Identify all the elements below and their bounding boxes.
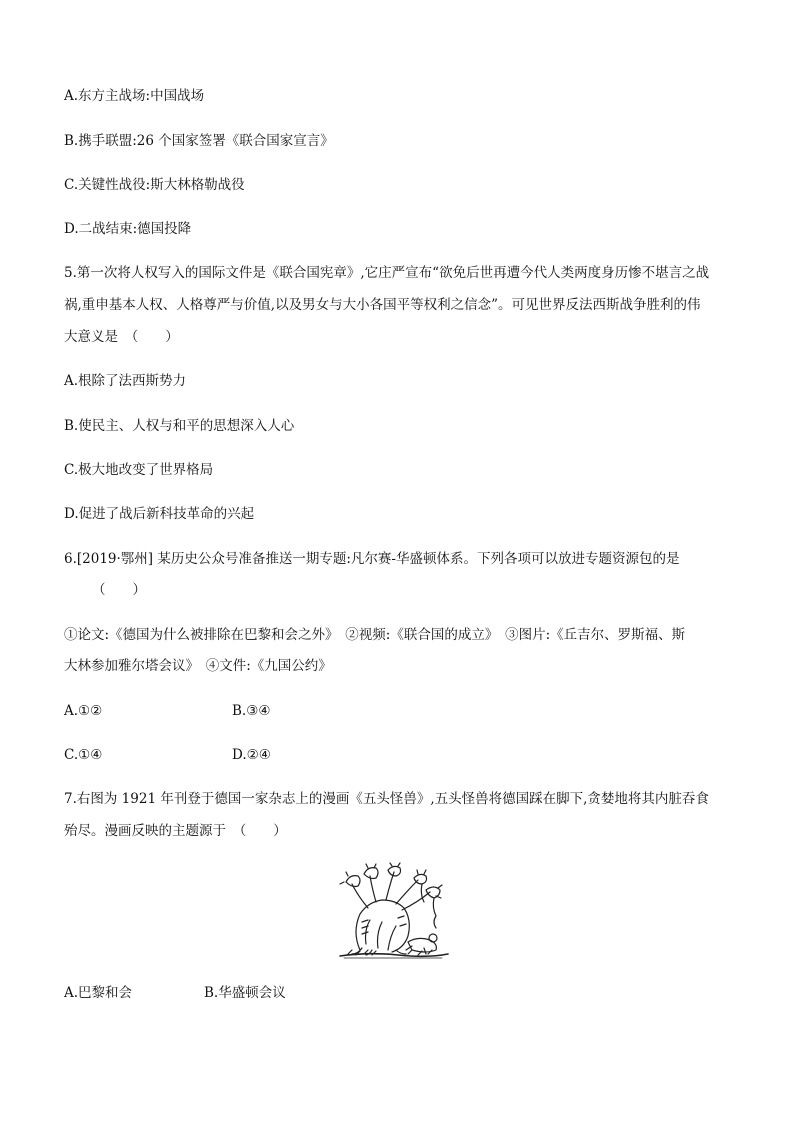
q6-option-d: D.②④	[232, 747, 271, 763]
q6-items-line-1: ①论文:《德国为什么被排除在巴黎和会之外》 ②视频:《联合国的成立》 ③图片:《丘吉尔、罗斯福、斯	[64, 627, 686, 643]
q7-option-a: A.巴黎和会	[64, 985, 133, 1001]
q4-option-a: A.东方主战场:中国战场	[64, 88, 205, 104]
q6-stem-line-2: （ ）	[92, 582, 146, 598]
q5-stem-line-2: 祸,重申基本人权、人格尊严与价值,以及男女与大小各国平等权利之信念”。可见世界反法西斯战争胜利的伟	[64, 297, 701, 313]
q6-option-a: A.①②	[64, 703, 103, 719]
q4-option-b: B.携手联盟:26 个国家签署《联合国家宣言》	[64, 133, 334, 149]
q5-option-a: A.根除了法西斯势力	[64, 373, 187, 389]
q6-option-b: B.③④	[232, 703, 271, 719]
q6-stem-line-1: 6.[2019·鄂州] 某历史公众号准备推送一期专题:凡尔赛-华盛顿体系。下列各项可以放进专题资源包的是	[64, 551, 680, 567]
q5-stem-line-3: 大意义是 （ ）	[64, 329, 179, 345]
q4-option-d: D.二战结束:德国投降	[64, 221, 192, 237]
q6-option-c: C.①④	[64, 747, 103, 763]
q7-stem-line-1: 7.右图为 1921 年刊登于德国一家杂志上的漫画《五头怪兽》,五头怪兽将德国踩在脚下,贪婪地将其内脏吞食	[64, 791, 709, 807]
q5-option-d: D.促进了战后新科技革命的兴起	[64, 506, 255, 522]
q7-stem-line-2: 殆尽。漫画反映的主题源于 （ ）	[64, 823, 287, 839]
q5-option-c: C.极大地改变了世界格局	[64, 462, 214, 478]
q5-stem-line-1: 5.第一次将人权写入的国际文件是《联合国宪章》,它庄严宣布“欲免后世再遭今代人类两度身历惨不堪言之战	[64, 265, 710, 281]
five-headed-monster-cartoon	[338, 862, 450, 960]
q5-option-b: B.使民主、人权与和平的思想深入人心	[64, 418, 295, 434]
q6-items-line-2: 大林参加雅尔塔会议》 ④文件:《九国公约》	[64, 658, 332, 674]
q7-option-b: B.华盛顿会议	[204, 985, 286, 1001]
q4-option-c: C.关键性战役:斯大林格勒战役	[64, 177, 245, 193]
